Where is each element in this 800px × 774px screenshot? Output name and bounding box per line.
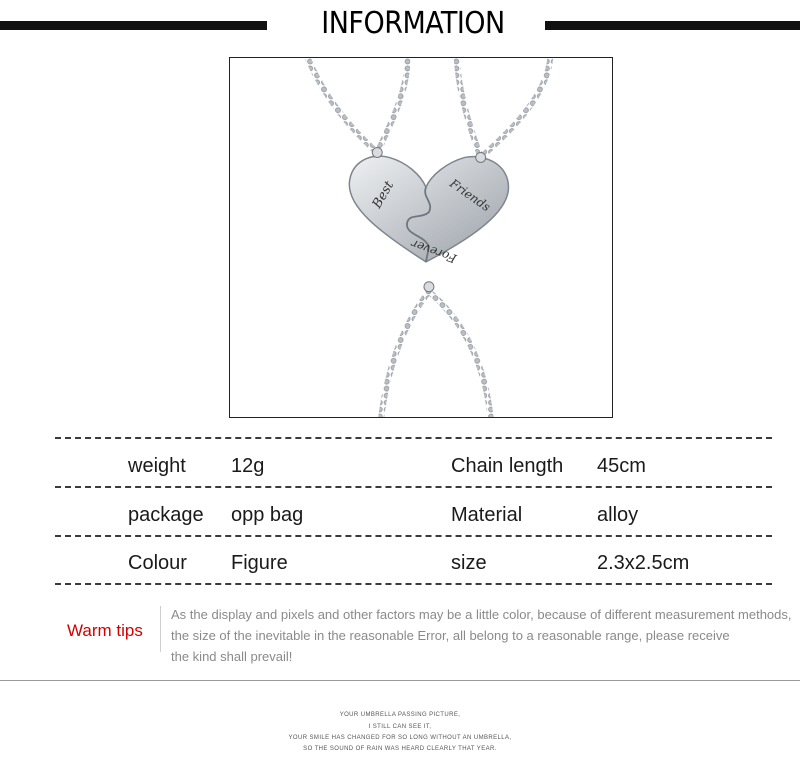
spec-value: opp bag xyxy=(231,504,304,526)
table-divider xyxy=(55,437,772,439)
spec-value: 45cm xyxy=(597,455,646,477)
spec-label: size xyxy=(451,552,487,574)
warm-tips-label: Warm tips xyxy=(67,621,143,640)
spec-label: package xyxy=(128,504,204,526)
spec-row xyxy=(0,493,800,537)
spec-label: Chain length xyxy=(451,455,564,477)
warm-tips-text: the kind shall prevail! xyxy=(171,649,293,664)
heart-pendant xyxy=(349,148,508,292)
product-image xyxy=(229,57,613,418)
spec-label: Colour xyxy=(128,552,187,574)
engraving-best: Best xyxy=(369,178,398,212)
warm-tips-text: As the display and pixels and other factors may be a little color, because of different measurement methods, xyxy=(171,607,792,622)
spec-value: 12g xyxy=(231,455,265,477)
header-bar-left xyxy=(0,21,267,30)
table-divider xyxy=(55,535,772,537)
table-divider xyxy=(55,583,772,585)
page-title: INFORMATION xyxy=(321,6,505,41)
spec-label: weight xyxy=(128,455,186,477)
spec-value: alloy xyxy=(597,504,639,526)
spec-value: 2.3x2.5cm xyxy=(597,552,690,574)
spec-row xyxy=(0,444,800,488)
header-bar-right xyxy=(545,21,800,30)
footer-divider xyxy=(0,680,800,681)
warm-tips-text: the size of the inevitable in the reasonable Error, all belong to a reasonable range, please receive xyxy=(171,628,730,643)
warm-tips-divider xyxy=(160,606,161,652)
engraving-friends: Friends xyxy=(447,176,494,215)
spec-label: Material xyxy=(451,504,523,526)
footer-text: I STILL CAN SEE IT, xyxy=(368,724,432,730)
spec-row xyxy=(0,541,800,585)
spec-value: Figure xyxy=(231,552,288,574)
table-divider xyxy=(55,486,772,488)
footer-text: YOUR UMBRELLA PASSING PICTURE, xyxy=(339,712,461,718)
engraving-forever: Forever xyxy=(409,236,459,266)
footer-text: SO THE SOUND OF RAIN WAS HEARD CLEARLY THAT YEAR. xyxy=(303,746,497,752)
footer-text: YOUR SMILE HAS CHANGED FOR SO LONG WITHOUT AN UMBRELLA, xyxy=(288,735,512,741)
